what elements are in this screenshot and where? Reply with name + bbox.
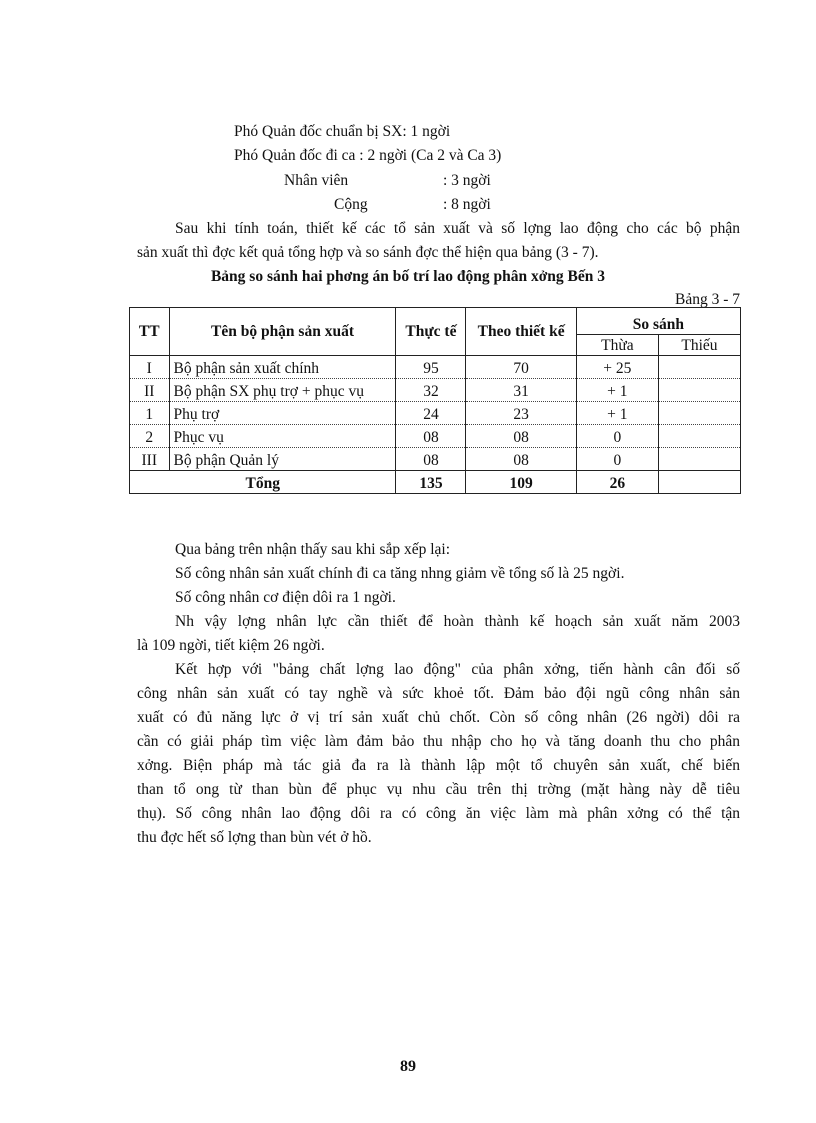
header-compare: So sánh [576,308,740,335]
para3-line-5: xởng. Biện pháp mà tác giả đa ra là thành lập một tổ chuyên sản xuất, chế biến [137,757,740,774]
row-surplus: 0 [576,448,658,471]
header-actual: Thực tế [396,308,466,356]
after-line-3: Số công nhân cơ điện dôi ra 1 ngời. [175,589,396,606]
total-deficit [658,471,740,494]
row-name: Phụ trợ [169,402,396,425]
intro-line-2: sản xuất thì đợc kết quả tổng hợp và so sánh đợc thể hiện qua bảng (3 - 7). [137,244,599,261]
total-label: Tổng [130,471,396,494]
staff-line-1: Phó Quản đốc chuẩn bị SX: 1 ngời [234,123,451,140]
table-row [130,402,741,425]
header-deficit: Thiếu [658,335,740,356]
table-row [130,448,741,471]
total-row [130,471,741,494]
row-actual: 08 [396,425,466,448]
para3-line-8: thu đợc hết số lợng than bùn vét ở hồ. [137,829,372,846]
para3-line-4: cần có giải pháp tìm việc làm đảm bảo thu nhập cho họ và tăng doanh thu cho phân [137,733,740,750]
staff-line-2: Phó Quản đốc đi ca : 2 ngời (Ca 2 và Ca 3) [234,147,502,164]
row-actual: 32 [396,379,466,402]
para3-line-1: Kết hợp với "bảng chất lợng lao động" của phân xởng, tiến hành cân đối số [175,661,740,678]
row-tt: III [130,448,170,471]
header-tt: TT [130,308,170,356]
total-actual: 135 [396,471,466,494]
para2-line-2: là 109 ngời, tiết kiệm 26 ngời. [137,637,325,654]
page-number: 89 [400,1058,416,1075]
row-surplus: + 1 [576,402,658,425]
row-name: Phục vụ [169,425,396,448]
after-line-1: Qua bảng trên nhận thấy sau khi sắp xếp lại: [175,541,451,558]
staff-line-3-label: Nhân viên [284,172,349,189]
intro-line-1: Sau khi tính toán, thiết kế các tổ sản xuất và số lợng lao động cho các bộ phận [175,220,740,237]
row-surplus: 0 [576,425,658,448]
para2-line-1: Nh vậy lợng nhân lực cần thiết để hoàn thành kế hoạch sản xuất năm 2003 [175,613,740,630]
header-design: Theo thiết kế [466,308,576,356]
row-deficit [658,379,740,402]
row-deficit [658,356,740,379]
row-design: 08 [466,425,576,448]
table-title: Bảng so sánh hai phơng án bố trí lao động phân xởng Bến 3 [210,268,606,285]
para3-line-6: than tổ ong từ than bùn để phục vụ nhu cầu trên thị trờng (mặt hàng này dễ tiêu [137,781,740,798]
after-line-2: Số công nhân sản xuất chính đi ca tăng nhng giảm về tổng số là 25 ngời. [175,565,625,582]
row-tt: II [130,379,170,402]
row-surplus: + 1 [576,379,658,402]
row-deficit [658,448,740,471]
row-surplus: + 25 [576,356,658,379]
row-tt: 1 [130,402,170,425]
row-actual: 08 [396,448,466,471]
row-design: 23 [466,402,576,425]
row-deficit [658,402,740,425]
row-tt: I [130,356,170,379]
table-row [130,379,741,402]
table-row [130,425,741,448]
header-name: Tên bộ phận sản xuất [169,308,396,356]
row-design: 31 [466,379,576,402]
row-actual: 95 [396,356,466,379]
row-name: Bộ phận Quản lý [169,448,396,471]
row-deficit [658,425,740,448]
total-design: 109 [466,471,576,494]
table-row [130,356,741,379]
staff-line-4-value: : 8 ngời [443,196,491,213]
table-id: Bảng 3 - 7 [674,291,740,308]
row-name: Bộ phận SX phụ trợ + phục vụ [169,379,396,402]
staff-line-4-label: Cộng [334,196,368,213]
para3-line-7: thụ). Số công nhân lao động dôi ra có công ăn việc làm mà phân xởng có thể tận [137,805,740,822]
row-design: 70 [466,356,576,379]
row-name: Bộ phận sản xuất chính [169,356,396,379]
header-surplus: Thừa [576,335,658,356]
total-surplus: 26 [576,471,658,494]
staff-line-3-value: : 3 ngời [443,172,491,189]
row-tt: 2 [130,425,170,448]
para3-line-3: xuất có đủ năng lực ở vị trí sản xuất chủ chốt. Còn số công nhân (26 ngời) dôi ra [137,709,740,726]
para3-line-2: công nhân sản xuất có tay nghề và sức khoẻ tốt. Đảm bảo đội ngũ công nhân sản [137,685,740,702]
row-design: 08 [466,448,576,471]
row-actual: 24 [396,402,466,425]
comparison-table [129,307,741,494]
